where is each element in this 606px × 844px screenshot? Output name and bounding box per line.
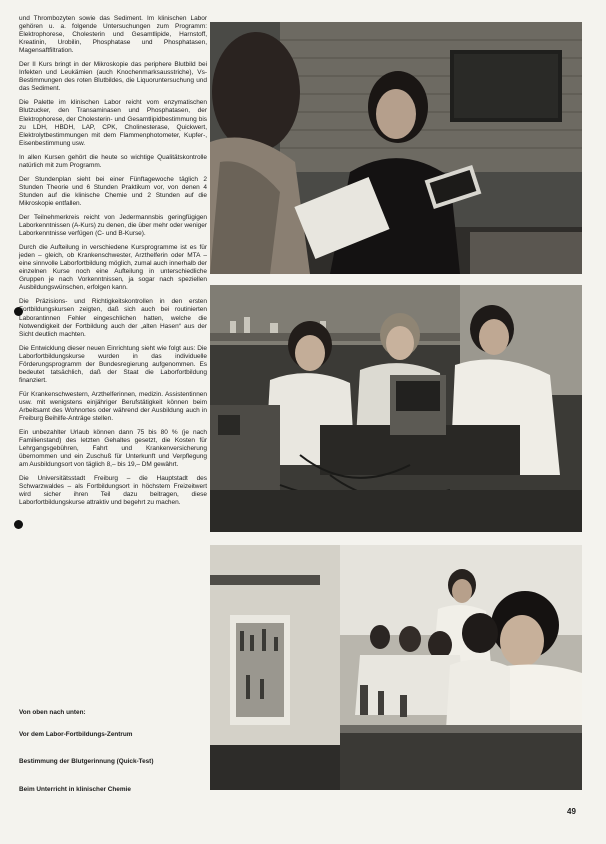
- page-number: 49: [567, 807, 576, 816]
- article-paragraph: Die Präzisions- und Richtigkeitskontrollen in den ersten Fortbildungskursen zeigten, daß sich auch bei routinierten Laborantinnen Fehler eingeschlichen hatten, welche die Notwendigkeit der Fortbildung auch der „alten Hasen“ aus der Sicht deutlich machten.: [19, 298, 207, 338]
- article-paragraph: Durch die Aufteilung in verschiedene Kursprogramme ist es für jeden – gleich, ob Krankenschwester, Arzthelferin oder MTA – eine sinnvolle Laborfortbildung möglich, zumal auch innerhalb der einzelnen Kurse noch eine Aufteilung in unterschiedliche Gruppen je nach Vorkenntnissen, ja sogar nach speziellen Ausbildungswünschen, erfolgen kann.: [19, 244, 207, 292]
- captions-heading: Von oben nach unten:: [19, 709, 86, 716]
- article-paragraph: Ein unbezahlter Urlaub können dann 75 bis 80 % (je nach Familienstand) des letzten Gehaltes gesetzt, die Kosten für Lehrgangsgebühren, Fahrt und Krankenversicherung übernommen und ein Zuschuß für Unterkunft und Verpflegung am Ausbildungsort von täglich 8,– bis 19,– DM gewährt.: [19, 429, 207, 469]
- photo-blood-clotting-test: [210, 285, 582, 532]
- article-paragraph: Die Universitätsstadt Freiburg – die Hauptstadt des Schwarzwaldes – als Fortbildungsort in höchstem Freizeitwert wird sicher ihren Teil dazu beitragen, diese Laborfortbildungskurse attraktiv und begehrt zu machen.: [19, 475, 207, 507]
- punch-hole: [14, 520, 23, 529]
- article-paragraph: Für Krankenschwestern, Arzthelferinnen, medizin. Assistentinnen usw. mit wenigstens einjähriger Berufstätigkeit können beim Arbeitsamt des Wohnortes oder während der Ausbildung auch in Freiburg Beihilfe-Anträge stellen.: [19, 390, 207, 423]
- article-paragraph: Der II Kurs bringt in der Mikroskopie das periphere Blutbild bei Infekten und Leukämien (auch Knochenmarksausstriche), Vs-Bestimmungen des roten Blutbildes, die Liquoruntersuchung und das Sediment.: [19, 61, 207, 93]
- photo-lab-center-entrance: [210, 22, 582, 274]
- photo-clinical-chemistry-class: [210, 545, 582, 790]
- caption-photo-3: Beim Unterricht in klinischer Chemie: [19, 786, 131, 793]
- article-paragraph: In allen Kursen gehört die heute so wichtige Qualitätskontrolle natürlich mit zum Programm.: [19, 153, 207, 169]
- article-paragraph: und Thrombozyten sowie das Sediment. Im klinischen Labor gehören u. a. folgende Untersuchungen zum Programm: Elektrophorese, Cholesterin und Gesamtlipide, Harnstoff, Kreatinin, Urobilin, Phosphatase und Phosphatasen, Magensaftfiltration.: [19, 15, 207, 55]
- article-paragraph: Die Entwicklung dieser neuen Einrichtung sieht wie folgt aus: Die Laborfortbildungskurse wurden in das individuelle Förderungsprogramm der Bundesregierung aufgenommen. Es bedeutet tatsächlich, daß der Staat die Laborfortbildung finanziert.: [19, 344, 207, 384]
- article-paragraph: Der Teilnehmerkreis reicht von Jedermannsbis geringfügigen Laborkenntnissen (A-Kurs) zu denen, die über mehr oder weniger Laborkenntnisse verfügen (C- und B-Kurse).: [19, 213, 207, 238]
- article-column: [19, 15, 207, 513]
- article-paragraph: Der Stundenplan sieht bei einer Fünftagewoche täglich 2 Stunden Theorie und 6 Stunden Praktikum vor, von denen 4 Stunden auf die klinische Chemie und 2 Stunden auf die Mikroskopie entfallen.: [19, 175, 207, 207]
- caption-photo-2: Bestimmung der Blutgerinnung (Quick-Test): [19, 758, 154, 765]
- article-paragraph: Die Palette im klinischen Labor reicht vom enzymatischen Blutzucker, den Transaminasen und Phosphatasen, der Elektrophorese, der Cholesterin- und Gesamtlipidbestimmung bis zu LDH, HBDH, LAP, CPK, Cholinesterase, Quickwert, Elektrolytbestimmungen mit dem Flammenphotometer, Kupfer-, Eisenbestimmung usw.: [19, 99, 207, 147]
- caption-photo-1: Vor dem Labor-Fortbildungs-Zentrum: [19, 731, 133, 738]
